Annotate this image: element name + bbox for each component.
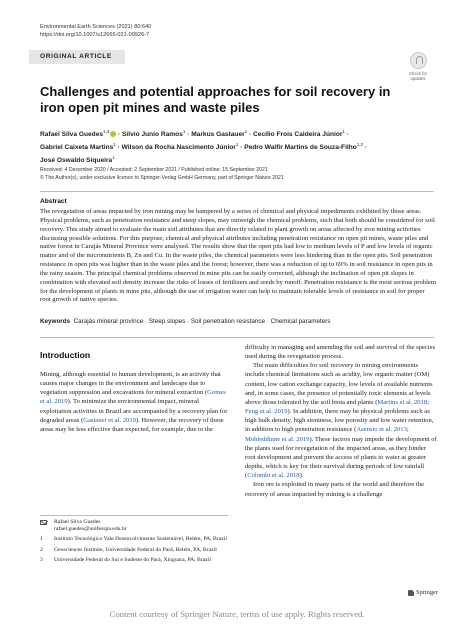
author-name[interactable]: Markus Gastauer	[191, 131, 245, 139]
affiliation-text: Geosciences Institute, Universidade Federal do Pará, Belém, PA, Brazil	[54, 546, 217, 553]
text-run: ;	[427, 398, 430, 406]
author-list: Rafael Silva Guedes$^{1,3}$ · Sílvio Junio Ramos$^1$ · Markus Gastauer$^1$ · Cecílio Frois Caldeira Júnior$^1$ · Gabriel Caixeta Martins$^1$ · Wilson da Rocha Nascimento Júnior$^1$ · Pedro Walfir Martins de Souza-Filho$^{1,2}$ · José Oswaldo Siqueira$^1$	[40, 129, 367, 164]
abstract-heading: Abstract	[40, 198, 67, 205]
publication-dates	[40, 166, 440, 182]
publisher-logo	[408, 589, 438, 596]
citation-link[interactable]: Colombi et al. 2018	[247, 472, 300, 480]
author-name[interactable]: Wilson da Rocha Nascimento Júnior	[121, 143, 236, 151]
author-affiliation: 1	[235, 141, 239, 147]
text-run: ). However, the recovery of these areas may be less effective than expected, for example, due to the	[40, 416, 224, 433]
text-run: ). In addition, there may be physical problems such as high bulk density, high stoniness, low porosity and low water retention, in addition to high penetration resistance (	[245, 408, 434, 434]
envelope-icon	[40, 519, 47, 527]
citation-link[interactable]: Martins et al. 2018	[377, 398, 428, 406]
affiliation-footnote	[40, 547, 230, 554]
check-updates-label: Check for updates	[409, 71, 427, 81]
history-dates: Received: 4 December 2020 / Accepted: 2 September 2021 / Published online: 15 September 2021	[40, 167, 268, 173]
author-affiliation: 1	[244, 129, 248, 134]
text-run: ). These factors may impede the development of the plants used for revegetation of the impacted areas, as they hinder root development and prevent the access of plants to water at greater depths, which is key for their survival during periods of low rainfall (	[245, 435, 437, 480]
citation-link[interactable]: Feng et al. 2019	[245, 408, 288, 416]
footnote-divider	[40, 515, 228, 516]
right-column	[245, 343, 437, 499]
author-name[interactable]: Pedro Walfir Martins de Souza-Filho	[244, 143, 357, 151]
orcid-icon[interactable]	[110, 131, 116, 137]
author-name[interactable]: Gabriel Caixeta Martins	[40, 143, 114, 151]
author-name[interactable]: José Oswaldo Siqueira	[40, 156, 113, 164]
author-affiliation: 1,3	[103, 129, 110, 134]
copyright-line: © The Author(s), under exclusive licence to Springer-Verlag GmbH Germany, part of Springer Nature 2021	[40, 175, 284, 181]
text-run: ). To minimize the environmental impact, mineral exploitation activities in Brazil are accompanied by a recovery plan for degraded areas (	[40, 398, 228, 424]
check-updates-icon	[410, 52, 427, 69]
keywords	[40, 318, 436, 326]
left-column	[40, 370, 228, 434]
footnotes	[40, 519, 230, 567]
text-run: ).	[299, 472, 304, 480]
article-title: Challenges and potential approaches for soil recovery in iron open pit mines and waste piles	[40, 84, 391, 115]
paragraph	[40, 370, 228, 434]
abstract-text: The revegetation of areas impacted by iron mining may be hampered by a series of chemical and physical impediments exhibited by those areas. Physical problems, such as penetration resistance and steep slopes, may outweigh the chemical problems, such that both should be considered for soil recovery. This study aimed to evaluate the main soil attributes that are directly related to plant growth on areas affected by iron mining activities discussing possible solutions. For this purpose, chemical and physical attributes including penetration resistance on open pit mines, waste piles and native forest in Carajás Mineral Province were analysed. The results show that the open pits had low to medium levels of P and low levels of organic matter and of the micronutrients B, Zn and Cu. In the waste piles, the chemical parameters were less hindering than in the open pits. Soil penetration resistance in open pits was higher than in the waste piles and the forest; however, there was a reduction of up to 69% in soil resistance in open pits in the rainy season. The principal chemical problems observed in mine pits can be easily corrected, although the inclination of open pit slopes in combination with elevated soil density increase the risks of losses of fertilizers and seeds by runoff. Penetration resistance is the most serious problem for the development of plants in mine pits, although the use of irrigation water can help to maintain tolerable levels of resistance in soil for proper root growth of native species.	[40, 208, 436, 304]
author-name[interactable]: Rafael Silva Guedes	[40, 131, 104, 139]
article-type-badge: ORIGINAL ARTICLE	[29, 50, 125, 64]
author-affiliation: 1,2	[356, 141, 363, 147]
author-affiliation: 1	[342, 129, 345, 134]
author-affiliation: 1	[112, 154, 115, 160]
affiliation-marker: 3	[40, 556, 43, 563]
corresponding-name: Rafael Silva Guedes	[54, 519, 101, 525]
divider	[40, 191, 434, 192]
citation-link[interactable]: Mohieddinne et al. 2019	[245, 435, 310, 443]
affiliation-text: Instituto Tecnológico Vale Desenvolvimento Sustentável, Belém, PA, Brazil	[54, 536, 227, 543]
corresponding-author	[40, 519, 230, 533]
paragraph: difficulty in managing and amending the soil and survival of the species used during the revegetation process.	[245, 344, 436, 361]
affiliation-footnote	[40, 557, 230, 564]
keywords-label: Keywords	[40, 318, 71, 325]
affiliation-marker: 1	[40, 536, 43, 543]
divider	[40, 337, 434, 338]
check-for-updates-button[interactable]	[404, 52, 432, 81]
keywords-list: Carajás mineral province · Steep slopes · Soil penetration resistance · Chemical parameters	[73, 318, 331, 325]
text-run: Mining, although essential to human development, is an activity that causes major changes in the environment and landscape due to vegetation suppression and excavations for mineral extraction (	[40, 371, 221, 397]
journal-header	[40, 24, 151, 39]
paragraph	[245, 361, 437, 480]
journal-citation: Environmental Earth Sciences (2021) 80:640	[40, 24, 152, 30]
author-name[interactable]: Cecílio Frois Caldeira Júnior	[253, 131, 343, 139]
publisher-name: Springer	[416, 589, 439, 596]
doi-link[interactable]: https://doi.org/10.1007/s12665-021-09926-7	[40, 31, 150, 38]
text-run: ;	[406, 426, 409, 434]
courtesy-watermark: Content courtesy of Springer Nature, terms of use apply. Rights reserved.	[109, 609, 365, 619]
springer-horse-icon	[408, 590, 414, 596]
text-run: The main difficulties for soil recovery in mining environments include chemical limitations such as acidity, low organic matter (OM) content, low cation exchange capacity, low levels of available nutrients and, in some cases, the presence of potentially toxic elements at levels above those tolerated by the soil biota and plants (	[245, 362, 433, 406]
corresponding-email[interactable]: rafael.guedes@unifesspa.edu.br	[54, 526, 127, 533]
citation-link[interactable]: Asensio et al. 2013	[356, 426, 407, 434]
author-name[interactable]: Sílvio Junio Ramos	[122, 131, 183, 139]
affiliation-marker: 2	[40, 546, 43, 553]
paragraph: Iron ore is exploited in many parts of the world and therefore the recovery of areas impacted by mining is a challenge	[245, 481, 425, 498]
author-affiliation: 1	[182, 129, 186, 134]
affiliation-footnote	[40, 536, 230, 543]
citation-link[interactable]: Gastauer et al. 2019	[83, 416, 136, 424]
citation-link[interactable]: Gomes et al. 2019	[40, 389, 226, 406]
introduction-heading: Introduction	[40, 350, 91, 360]
affiliation-text: Universidade Federal do Sul e Sudeste do Pará, Xinguara, PA, Brazil	[54, 556, 211, 563]
author-affiliation: 1	[113, 141, 116, 147]
